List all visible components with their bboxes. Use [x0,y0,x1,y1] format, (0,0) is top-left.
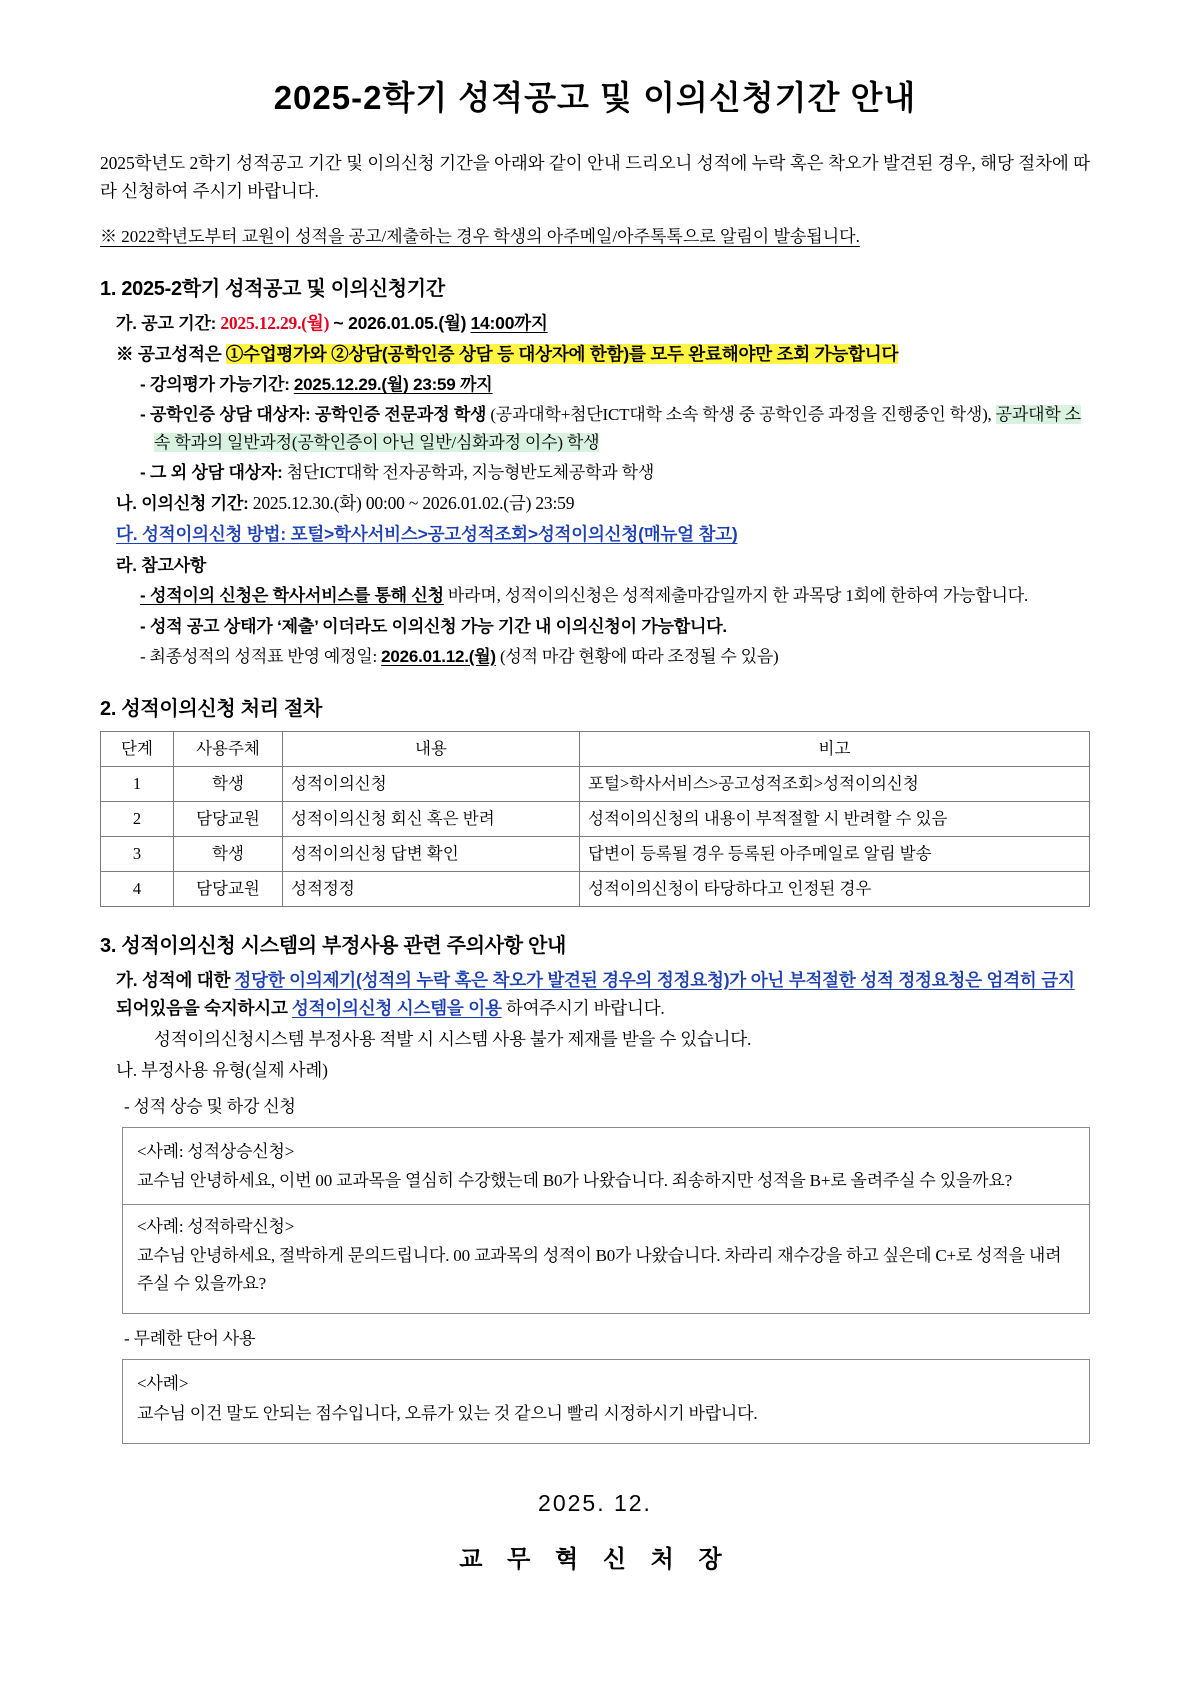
case-2-heading: <사례: 성적하락신청> [137,1216,295,1236]
engineering-counsel-row [140,401,1090,455]
reference-item-1-rest: 바라며, 성적이의신청은 성적제출마감일까지 한 과목당 1회에 한하여 가능합니다. [447,586,1028,606]
cell-content: 성적이의신청 [283,766,580,801]
column-header-step: 단계 [101,731,174,766]
case-box-rude-language [122,1359,1090,1444]
announcement-start-date: 2025.12.29.(월) [220,313,330,334]
cell-remark: 포털>학사서비스>공고성적조회>성적이의신청 [580,766,1090,801]
case-3-text: 교수님 이건 말도 안되는 점수입니다, 오류가 있는 것 같으니 빨리 시정하시기 바랍니다. [137,1403,758,1423]
objection-period-label: 나. 이의신청 기간: [116,493,249,513]
cell-step: 4 [101,871,174,906]
page-title: 2025-2학기 성적공고 및 이의신청기간 안내 [273,79,917,116]
case-divider [123,1204,1089,1205]
cell-remark: 성적이의신청이 타당하다고 인정된 경우 [580,871,1090,906]
course-eval-period-value: 2025.12.29.(월) 23:59 까지 [293,375,493,395]
grade-visibility-prefix: ※ 공고성적은 [116,344,222,365]
grade-visibility-highlight: ①수업평가와 ②상담(공학인증 상담 등 대상자에 한함)를 모두 완료해야만 조회 가능합니다 [225,344,899,365]
misuse-types-label: 나. 부정사용 유형(실제 사례) [116,1059,328,1080]
misuse-warning-prefix: 가. 성적에 대한 [116,969,231,990]
table-header-row [101,731,1090,766]
table-row [101,766,1090,801]
announcement-end-time: 14:00까지 [470,313,548,334]
cell-actor: 담당교원 [174,871,283,906]
reference-item-3-suffix: (성적 마감 현황에 따라 조정될 수 있음) [499,646,779,666]
column-header-remark: 비고 [580,731,1090,766]
reference-item-1-bold: - 성적이의 신청은 학사서비스를 통해 신청 [140,586,444,606]
case-box-grade-change [122,1127,1090,1315]
course-eval-period-label: - 강의평가 가능기간: [140,375,290,395]
column-header-content: 내용 [283,731,580,766]
misuse-sanction-line: 성적이의신청시스템 부정사용 적발 시 시스템 사용 불가 제재를 받을 수 있습니다. [154,1028,752,1049]
cell-remark: 답변이 등록될 경우 등록된 아주메일로 알림 발송 [580,836,1090,871]
process-table [100,731,1090,907]
course-eval-period-row [140,371,1090,398]
cell-content: 성적이의신청 답변 확인 [283,836,580,871]
other-counsel-label: - 그 외 상담 대상자: [140,462,283,482]
section-3-heading: 3. 성적이의신청 시스템의 부정사용 관련 주의사항 안내 [100,934,567,957]
document-footer [100,1490,1090,1574]
misuse-warning-mid: 되어있음을 숙지하시고 [116,997,288,1018]
misuse-warning-suffix: 하여주시기 바랍니다. [505,997,665,1018]
case-1-text: 교수님 안녕하세요, 이번 00 교과목을 열심히 수강했는데 B0가 나왔습니다. 죄송하지만 성적을 B+로 올려주실 수 있을까요? [137,1171,1012,1191]
cell-step: 3 [101,836,174,871]
engineering-counsel-highlight: 공과대학 소속 학과의 일반과정(공학인증이 아닌 일반/심화과정 이수) 학생 [154,405,1081,452]
reference-label: 라. 참고사항 [116,556,207,576]
announcement-period-label: 가. 공고 기간: [116,314,217,334]
objection-method-row [116,520,1090,548]
footer-signer: 교 무 혁 신 처 장 [459,1546,731,1574]
misuse-warning-blue-2: 성적이의신청 시스템을 이용 [291,997,502,1018]
intro-paragraph: 2025학년도 2학기 성적공고 기간 및 이의신청 기간을 아래와 같이 안내 드리오니 성적에 누락 혹은 착오가 발견된 경우, 해당 절차에 따라 신청하여 주시기 바랍니다. [100,153,1090,202]
column-header-actor: 사용주체 [174,731,283,766]
reference-item-3-prefix: - 최종성적의 성적표 반영 예정일: [140,646,378,666]
reference-label-row [116,551,1090,579]
case-2-text: 교수님 안녕하세요, 절박하게 문의드립니다. 00 교과목의 성적이 B0가 나왔습니다. 차라리 재수강을 하고 싶은데 C+로 성적을 내려주실 수 있을까요? [137,1246,1062,1293]
final-grade-date: 2026.01.12.(월) [381,646,496,666]
reference-item-2-text: - 성적 공고 상태가 ‘제출’ 이더라도 이의신청 가능 기간 내 이의신청이 가능합니다. [140,616,727,636]
cell-actor: 학생 [174,836,283,871]
cell-step: 2 [101,801,174,836]
case-1-heading: <사례: 성적상승신청> [137,1141,295,1161]
cell-actor: 담당교원 [174,801,283,836]
misuse-type-2: - 무례한 단어 사용 [124,1329,256,1349]
misuse-type-1: - 성적 상승 및 하강 신청 [124,1096,296,1116]
other-counsel-row [140,459,1090,486]
other-counsel-value: 첨단ICT대학 전자공학과, 지능형반도체공학과 학생 [286,462,655,482]
cell-actor: 학생 [174,766,283,801]
cell-content: 성적이의신청 회신 혹은 반려 [283,801,580,836]
table-row [101,801,1090,836]
cell-remark: 성적이의신청의 내용이 부적절할 시 반려할 수 있음 [580,801,1090,836]
objection-period-row [116,489,1090,517]
mail-notice: ※ 2022학년도부터 교원이 성적을 공고/제출하는 경우 학생의 아주메일/아주톡톡으로 알림이 발송됩니다. [100,226,860,246]
misuse-warning-paragraph [116,966,1090,1022]
announcement-period-row [116,309,1090,337]
misuse-warning-blue-1: 정당한 이의제기(성적의 누락 혹은 착오가 발견된 경우의 정정요청)가 아닌 부적절한 성적 정정요청은 엄격히 금지 [234,969,1075,990]
table-row [101,836,1090,871]
announcement-end-date: ~ 2026.01.05.(월) [333,313,467,334]
cell-content: 성적정정 [283,871,580,906]
grade-visibility-notice [116,340,1090,368]
reference-item-3 [140,643,1090,670]
section-1-heading: 1. 2025-2학기 성적공고 및 이의신청기간 [100,278,445,301]
footer-date: 2025. 12. [538,1490,652,1517]
objection-method-link[interactable]: 다. 성적이의신청 방법: 포털>학사서비스>공고성적조회>성적이의신청(매뉴얼 참고) [116,524,738,545]
cell-step: 1 [101,766,174,801]
case-3-heading: <사례> [137,1374,189,1394]
objection-period-value: 2025.12.30.(화) 00:00 ~ 2026.01.02.(금) 23:59 [252,492,575,513]
section-2-heading: 2. 성적이의신청 처리 절차 [100,697,323,720]
engineering-counsel-detail: (공과대학+첨단ICT대학 소속 학생 중 공학인증 과정을 진행중인 학생), [490,405,992,425]
engineering-counsel-label: - 공학인증 상담 대상자: 공학인증 전문과정 학생 [140,405,487,425]
table-row [101,871,1090,906]
reference-item-1 [140,582,1090,609]
reference-item-2 [140,613,1090,640]
